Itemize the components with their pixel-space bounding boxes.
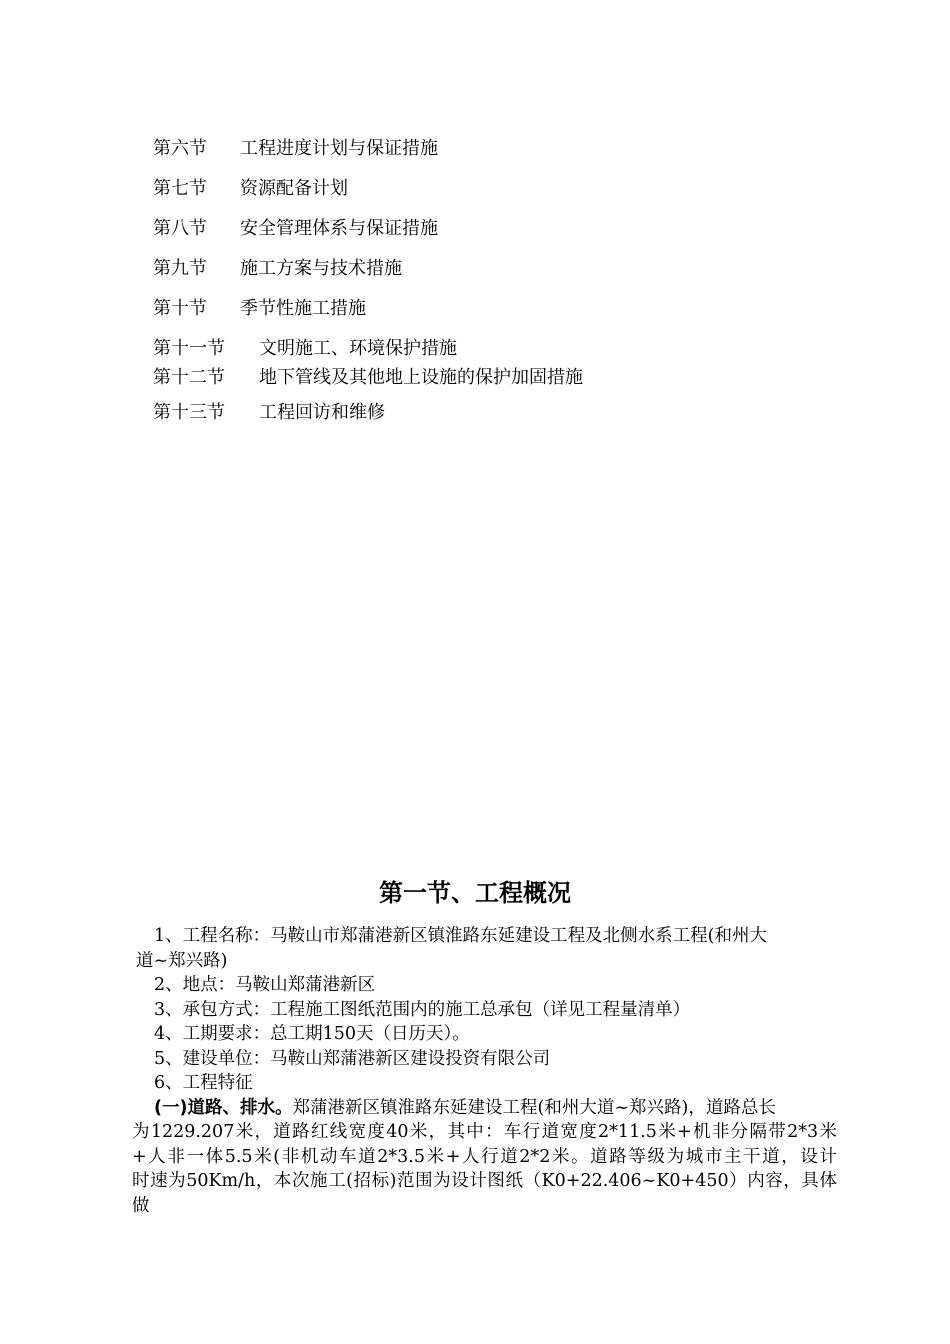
toc-item <box>153 218 438 240</box>
toc-item-number: 第七节 <box>153 178 207 199</box>
toc-item-number: 第九节 <box>153 258 207 279</box>
project-name-continuation: 道~郑兴路) <box>136 950 228 971</box>
toc-item <box>153 298 366 320</box>
toc-item <box>153 178 348 200</box>
section-heading: 第一节、工程概况 <box>379 879 571 907</box>
toc-item-title: 文明施工、环境保护措施 <box>259 338 457 359</box>
toc-item-title: 施工方案与技术措施 <box>240 258 402 279</box>
toc-item-title: 工程回访和维修 <box>259 402 385 423</box>
owner-line: 5、建设单位：马鞍山郑蒲港新区建设投资有限公司 <box>154 1048 551 1069</box>
duration-line: 4、工期要求：总工期150天（日历天）。 <box>154 1024 470 1044</box>
features-heading-line: 6、工程特征 <box>154 1073 253 1093</box>
toc-item <box>153 338 457 360</box>
feature-subheading: (一)道路、排水。 <box>154 1097 293 1118</box>
toc-item-number: 第八节 <box>153 218 207 239</box>
toc-item <box>153 367 583 389</box>
toc-item <box>153 402 385 424</box>
location-line: 2、地点：马鞍山郑蒲港新区 <box>154 975 376 995</box>
toc-item-number: 第十节 <box>153 298 207 319</box>
feature-paragraph-line: 为1229.207米，道路红线宽度40米，其中：车行道宽度2*11.5米+机非分隔带2*3米 <box>132 1122 837 1142</box>
toc-item <box>153 258 402 280</box>
toc-item-number: 第十三节 <box>153 402 225 423</box>
toc-item-number: 第十二节 <box>153 367 225 388</box>
toc-item <box>153 138 438 160</box>
feature-paragraph-line: 时速为50Km/h，本次施工(招标)范围为设计图纸（K0+22.406~K0+450）内容，具体做 <box>132 1171 837 1216</box>
feature-paragraph-first-line <box>132 1096 837 1121</box>
toc-item-title: 季节性施工措施 <box>240 298 366 319</box>
toc-item-number: 第十一节 <box>153 338 225 359</box>
section-body <box>132 924 837 1218</box>
project-name-line: 1、工程名称：马鞍山市郑蒲港新区镇淮路东延建设工程及北侧水系工程(和州大 <box>154 926 767 946</box>
contract-mode-line: 3、承包方式：工程施工图纸范围内的施工总承包（详见工程量清单） <box>154 999 691 1020</box>
toc-item-number: 第六节 <box>153 138 207 159</box>
feature-text: 郑蒲港新区镇淮路东延建设工程(和州大道~郑兴路)，道路总长 <box>292 1097 776 1118</box>
toc-item-title: 工程进度计划与保证措施 <box>240 138 438 159</box>
toc-item-title: 安全管理体系与保证措施 <box>240 218 438 239</box>
toc-item-title: 地下管线及其他地上设施的保护加固措施 <box>259 367 583 388</box>
toc-item-title: 资源配备计划 <box>240 178 348 199</box>
feature-paragraph-line: +人非一体5.5米(非机动车道2*3.5米+人行道2*2米。道路等级为城市主干道，设计 <box>132 1146 837 1167</box>
